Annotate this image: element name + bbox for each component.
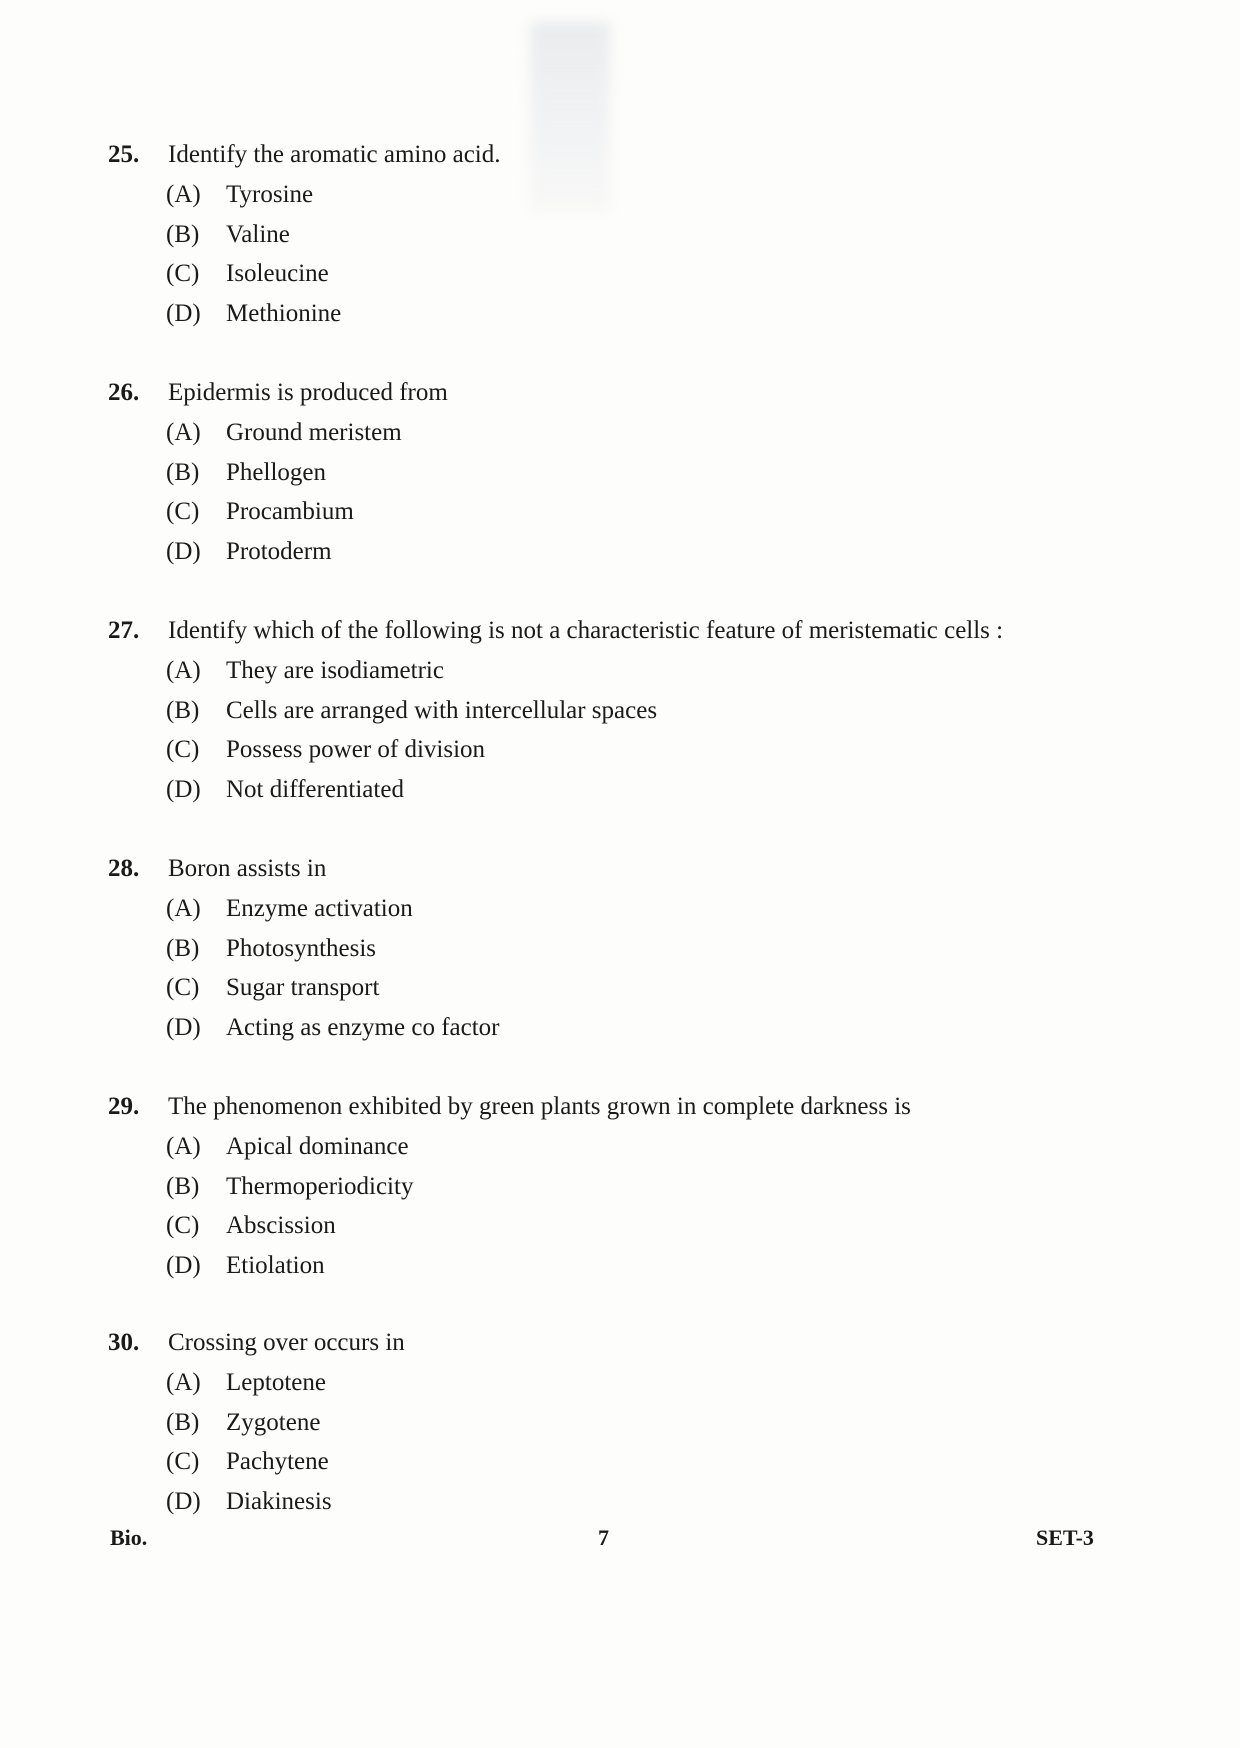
- option-a: [166, 1363, 1108, 1403]
- option-letter: (B): [166, 1172, 200, 1200]
- question-26: [108, 378, 1108, 571]
- option-letter: (A): [166, 895, 201, 922]
- option-letter: (D): [166, 1251, 201, 1279]
- option-a: [166, 175, 1108, 215]
- option-letter: (D): [166, 537, 201, 565]
- option-c: [166, 1442, 1108, 1482]
- question-number: 28.: [108, 855, 140, 882]
- option-text: Leptotene: [226, 1369, 326, 1396]
- option-letter: (B): [166, 934, 200, 962]
- option-d: [166, 1482, 1108, 1522]
- option-text: Protoderm: [226, 537, 332, 565]
- option-d: [166, 770, 1108, 810]
- option-letter: (C): [166, 1448, 200, 1475]
- option-text: Sugar transport: [226, 974, 380, 1001]
- option-letter: (A): [166, 1133, 201, 1160]
- question-25: [108, 140, 1108, 333]
- option-list: [166, 175, 1108, 333]
- option-letter: (A): [166, 419, 201, 446]
- question-stem: [108, 616, 1108, 646]
- question-28: [108, 854, 1108, 1047]
- option-list: [166, 889, 1108, 1047]
- option-text: Apical dominance: [226, 1133, 409, 1160]
- option-letter: (A): [166, 1369, 201, 1396]
- option-letter: (D): [166, 299, 201, 327]
- option-b: [166, 215, 1108, 255]
- question-text: Crossing over occurs in: [168, 1329, 405, 1356]
- option-text: Ground meristem: [226, 419, 402, 446]
- option-text: Pachytene: [226, 1448, 329, 1475]
- option-b: [166, 1403, 1108, 1443]
- option-letter: (C): [166, 974, 200, 1001]
- option-text: Isoleucine: [226, 260, 329, 287]
- option-letter: (D): [166, 1013, 201, 1041]
- option-text: Cells are arranged with intercellular spaces: [226, 696, 658, 724]
- option-a: [166, 651, 1108, 691]
- question-number: 26.: [108, 379, 140, 406]
- option-list: [166, 1363, 1108, 1521]
- option-text: Photosynthesis: [226, 934, 377, 962]
- option-c: [166, 730, 1108, 770]
- option-d: [166, 532, 1108, 572]
- question-stem: [108, 378, 1108, 408]
- option-b: [166, 1167, 1108, 1207]
- option-c: [166, 492, 1108, 532]
- option-text: Valine: [226, 220, 290, 248]
- option-letter: (A): [166, 657, 201, 684]
- option-c: [166, 1206, 1108, 1246]
- option-letter: (C): [166, 260, 200, 287]
- option-text: Methionine: [226, 299, 342, 327]
- option-c: [166, 968, 1108, 1008]
- option-list: [166, 1127, 1108, 1285]
- option-text: Acting as enzyme co factor: [226, 1013, 500, 1041]
- option-letter: (B): [166, 220, 200, 248]
- option-letter: (B): [166, 696, 200, 724]
- option-b: [166, 691, 1108, 731]
- option-text: They are isodiametric: [226, 657, 444, 684]
- option-letter: (D): [166, 775, 201, 803]
- option-a: [166, 1127, 1108, 1167]
- option-a: [166, 889, 1108, 929]
- question-text: Identify the aromatic amino acid.: [168, 141, 501, 168]
- option-text: Diakinesis: [226, 1487, 332, 1515]
- option-text: Phellogen: [226, 458, 326, 486]
- option-letter: (C): [166, 498, 200, 525]
- option-text: Possess power of division: [226, 736, 486, 763]
- option-text: Thermoperiodicity: [226, 1172, 414, 1200]
- option-list: [166, 413, 1108, 571]
- option-text: Procambium: [226, 498, 354, 525]
- question-text: Epidermis is produced from: [168, 379, 448, 406]
- footer-subject: Bio.: [110, 1525, 148, 1550]
- option-text: Tyrosine: [226, 181, 314, 208]
- option-a: [166, 413, 1108, 453]
- option-letter: (B): [166, 1408, 200, 1436]
- option-b: [166, 929, 1108, 969]
- question-stem: [108, 140, 1108, 170]
- footer-page-number: 7: [598, 1525, 609, 1550]
- question-stem: [108, 854, 1108, 884]
- question-29: [108, 1092, 1108, 1285]
- question-number: 25.: [108, 141, 140, 168]
- question-30: [108, 1328, 1108, 1521]
- option-b: [166, 453, 1108, 493]
- question-text: Identify which of the following is not a characteristic feature of meristematic cells :: [168, 617, 1004, 644]
- option-text: Abscission: [226, 1212, 336, 1239]
- question-text: The phenomenon exhibited by green plants grown in complete darkness is: [168, 1093, 911, 1120]
- option-d: [166, 294, 1108, 334]
- option-c: [166, 254, 1108, 294]
- option-letter: (C): [166, 736, 200, 763]
- option-letter: (D): [166, 1487, 201, 1515]
- question-number: 30.: [108, 1329, 140, 1356]
- question-number: 29.: [108, 1093, 140, 1120]
- option-list: [166, 651, 1108, 809]
- question-stem: [108, 1092, 1108, 1122]
- question-text: Boron assists in: [168, 855, 327, 882]
- question-27: [108, 616, 1108, 809]
- option-letter: (C): [166, 1212, 200, 1239]
- option-text: Zygotene: [226, 1408, 321, 1436]
- footer-set-label: SET-3: [1036, 1525, 1094, 1550]
- question-number: 27.: [108, 617, 140, 644]
- option-text: Etiolation: [226, 1251, 325, 1279]
- question-stem: [108, 1328, 1108, 1358]
- option-text: Enzyme activation: [226, 895, 413, 922]
- option-letter: (A): [166, 181, 201, 208]
- option-d: [166, 1008, 1108, 1048]
- option-text: Not differentiated: [226, 775, 404, 803]
- option-letter: (B): [166, 458, 200, 486]
- option-d: [166, 1246, 1108, 1286]
